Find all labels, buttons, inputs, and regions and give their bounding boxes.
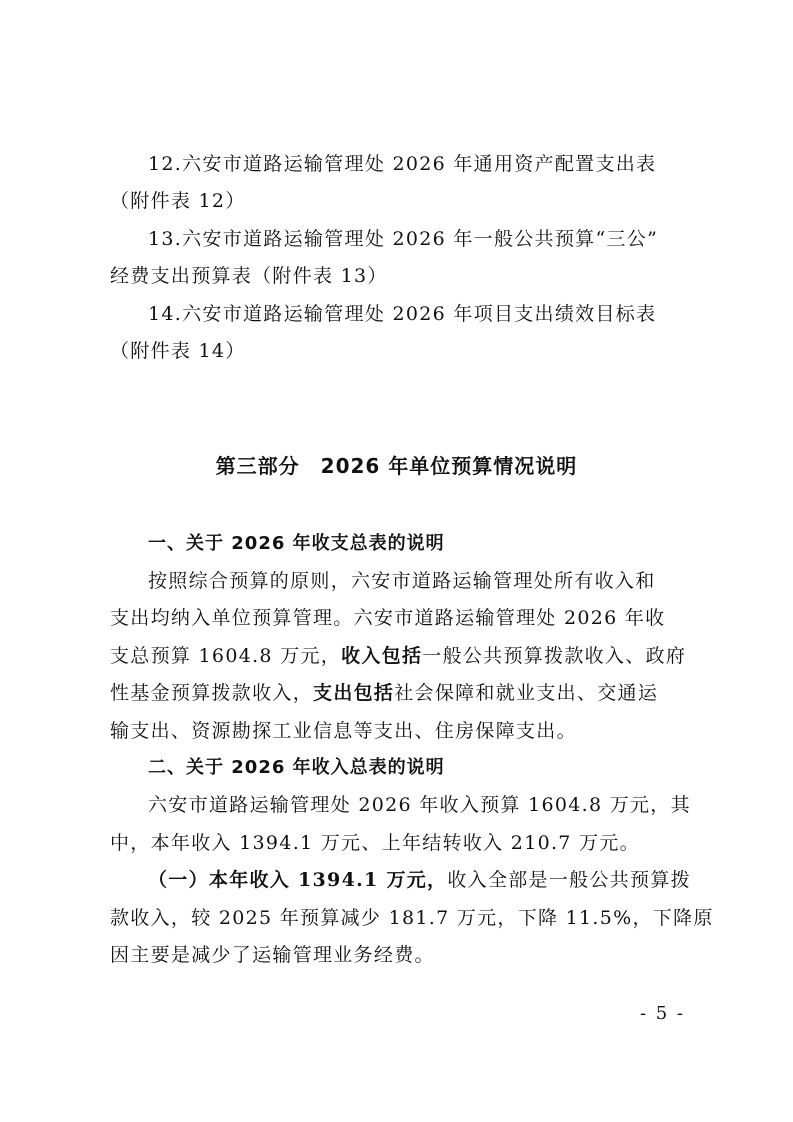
section1-paragraph-line2: 支出均纳入单位预算管理。六安市道路运输管理处 2026 年收 xyxy=(110,607,666,629)
section2-heading: 二、关于 2026 年收入总表的说明 xyxy=(148,757,445,778)
section2-paragraph-line4: 款收入，较 2025 年预算减少 181.7 万元，下降 11.5%，下降原 xyxy=(110,907,714,929)
list-item-13-line2: 经费支出预算表（附件表 13） xyxy=(110,265,388,287)
current-year-income-bold: （一）本年收入 1394.1 万元， xyxy=(148,869,448,891)
section1-fund-text: 性基金预算拨款收入， xyxy=(110,682,314,704)
section2-income-text: 收入全部是一般公共预算拨 xyxy=(447,869,691,891)
section2-paragraph-line2: 中，本年收入 1394.1 万元、上年结转收入 210.7 万元。 xyxy=(110,832,640,854)
part-title: 第三部分 2026 年单位预算情况说明 xyxy=(215,454,578,478)
section1-expense-text: 社会保障和就业支出、交通运 xyxy=(394,682,659,704)
page-number: - 5 - xyxy=(639,1003,685,1024)
section1-paragraph-line1: 按照综合预算的原则，六安市道路运输管理处所有收入和 xyxy=(148,570,656,592)
list-item-14-line2: （附件表 14） xyxy=(110,340,246,362)
section1-paragraph-line4 xyxy=(110,680,686,706)
section1-paragraph-line5: 输支出、资源勘探工业信息等支出、住房保障支出。 xyxy=(110,720,577,742)
section1-income-text: 一般公共预算拨款收入、政府 xyxy=(422,645,687,667)
list-item-12-line2: （附件表 12） xyxy=(110,190,246,212)
income-includes-bold: 收入包括 xyxy=(341,645,423,667)
expense-includes-bold: 支出包括 xyxy=(313,682,395,704)
section1-total-text: 支总预算 1604.8 万元， xyxy=(110,645,342,667)
list-item-12-line1: 12.六安市道路运输管理处 2026 年通用资产配置支出表 xyxy=(148,153,657,175)
section2-paragraph-line3 xyxy=(148,867,691,893)
section2-paragraph-line5: 因主要是减少了运输管理业务经费。 xyxy=(110,944,435,966)
section1-heading: 一、关于 2026 年收支总表的说明 xyxy=(148,533,445,554)
list-item-14-line1: 14.六安市道路运输管理处 2026 年项目支出绩效目标表 xyxy=(148,303,657,325)
list-item-13-line1: 13.六安市道路运输管理处 2026 年一般公共预算“三公” xyxy=(148,228,659,250)
section1-paragraph-line3 xyxy=(110,643,686,669)
section2-paragraph-line1: 六安市道路运输管理处 2026 年收入预算 1604.8 万元，其 xyxy=(148,794,691,816)
